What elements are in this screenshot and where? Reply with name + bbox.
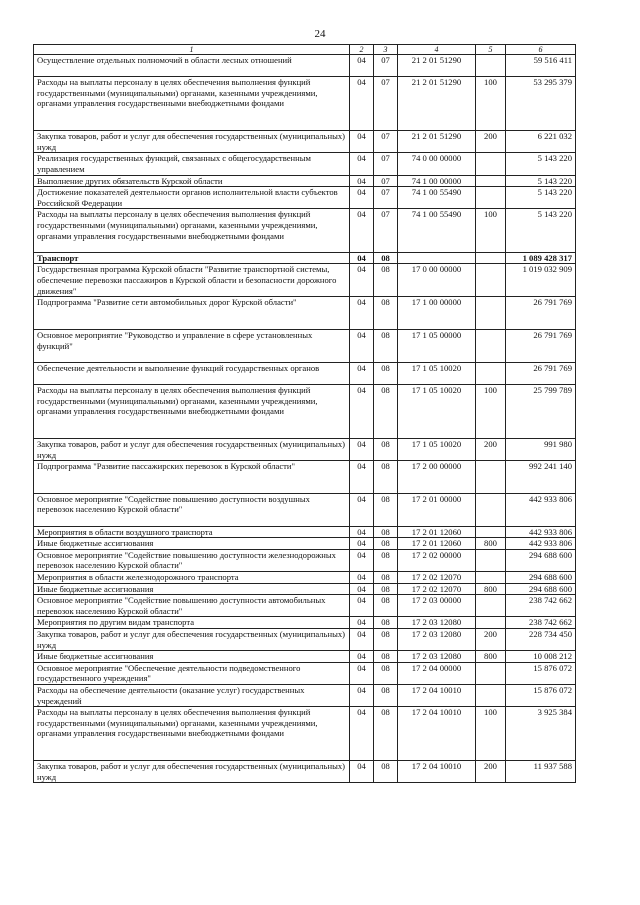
subsection-code: 07 (374, 209, 398, 252)
section-code: 04 (350, 187, 374, 209)
item-name: Основное мероприятие "Руководство и управление в сфере установленных функций" (34, 329, 350, 362)
amount: 15 876 072 (506, 685, 576, 707)
target-article-code: 17 2 01 12060 (398, 526, 476, 538)
amount: 5 143 220 (506, 187, 576, 209)
table-row (34, 651, 576, 663)
expense-type-code: 800 (476, 538, 506, 550)
section-code: 04 (350, 252, 374, 264)
section-code: 04 (350, 685, 374, 707)
expense-type-code (476, 662, 506, 684)
column-number-6: 6 (506, 45, 576, 55)
section-code: 04 (350, 549, 374, 571)
item-name: Иные бюджетные ассигнования (34, 538, 350, 550)
section-code: 04 (350, 595, 374, 617)
budget-table-body (34, 45, 576, 783)
item-name: Достижение показателей деятельности органов исполнительной власти субъектов Российской Федерации (34, 187, 350, 209)
table-row (34, 662, 576, 684)
table-row (34, 685, 576, 707)
expense-type-code (476, 55, 506, 77)
section-code: 04 (350, 651, 374, 663)
item-name: Расходы на выплаты персоналу в целях обеспечения выполнения функций государственными (муниципальными) органами, казенными учреждениями, органами управления государственными внебюджетными фондами (34, 707, 350, 761)
section-code: 04 (350, 617, 374, 629)
expense-type-code (476, 549, 506, 571)
subsection-code: 07 (374, 187, 398, 209)
expense-type-code (476, 264, 506, 297)
table-row (34, 362, 576, 384)
subsection-code: 08 (374, 595, 398, 617)
item-name: Основное мероприятие "Обеспечение деятельности подведомственного государственного учреждения" (34, 662, 350, 684)
item-name: Реализация государственных функций, связанных с общегосударственным управлением (34, 153, 350, 175)
subsection-code: 07 (374, 131, 398, 153)
item-name: Осуществление отдельных полномочий в области лесных отношений (34, 55, 350, 77)
target-article-code: 17 2 03 12080 (398, 617, 476, 629)
column-number-5: 5 (476, 45, 506, 55)
target-article-code: 74 0 00 00000 (398, 153, 476, 175)
table-row (34, 187, 576, 209)
subsection-code: 08 (374, 538, 398, 550)
subsection-code: 08 (374, 329, 398, 362)
amount: 1 019 032 909 (506, 264, 576, 297)
section-code: 04 (350, 362, 374, 384)
amount: 3 925 384 (506, 707, 576, 761)
amount: 5 143 220 (506, 153, 576, 175)
table-row (34, 493, 576, 526)
table-row (34, 629, 576, 651)
table-row (34, 617, 576, 629)
amount: 294 688 600 (506, 572, 576, 584)
target-article-code: 17 2 02 00000 (398, 549, 476, 571)
expense-type-code: 100 (476, 384, 506, 438)
target-article-code: 17 2 03 12080 (398, 651, 476, 663)
target-article-code: 17 1 00 00000 (398, 297, 476, 330)
expense-type-code (476, 175, 506, 187)
amount: 6 221 032 (506, 131, 576, 153)
amount: 442 933 806 (506, 526, 576, 538)
expense-type-code: 800 (476, 583, 506, 595)
target-article-code: 17 1 05 10020 (398, 438, 476, 460)
expense-type-code (476, 153, 506, 175)
table-row (34, 264, 576, 297)
amount: 59 516 411 (506, 55, 576, 77)
item-name: Расходы на обеспечение деятельности (оказание услуг) государственных учреждений (34, 685, 350, 707)
amount: 294 688 600 (506, 549, 576, 571)
section-code: 04 (350, 629, 374, 651)
amount: 294 688 600 (506, 583, 576, 595)
column-number-4: 4 (398, 45, 476, 55)
item-name: Закупка товаров, работ и услуг для обеспечения государственных (муниципальных) нужд (34, 629, 350, 651)
table-row (34, 549, 576, 571)
section-code: 04 (350, 526, 374, 538)
expense-type-code (476, 595, 506, 617)
section-code: 04 (350, 175, 374, 187)
table-row (34, 438, 576, 460)
target-article-code: 17 2 04 10010 (398, 685, 476, 707)
subsection-code: 07 (374, 153, 398, 175)
column-number-2: 2 (350, 45, 374, 55)
subsection-code: 08 (374, 493, 398, 526)
section-code: 04 (350, 662, 374, 684)
item-name: Мероприятия в области воздушного транспорта (34, 526, 350, 538)
table-row (34, 761, 576, 783)
target-article-code: 17 2 01 00000 (398, 493, 476, 526)
table-row (34, 461, 576, 494)
table-row (34, 595, 576, 617)
target-article-code: 17 2 02 12070 (398, 583, 476, 595)
section-code: 04 (350, 329, 374, 362)
item-name: Основное мероприятие "Содействие повышению доступности воздушных перевозок населению Курской области" (34, 493, 350, 526)
table-row (34, 175, 576, 187)
table-row (34, 384, 576, 438)
subsection-code: 08 (374, 651, 398, 663)
section-code: 04 (350, 572, 374, 584)
target-article-code: 17 1 05 10020 (398, 384, 476, 438)
column-numbers-row (34, 45, 576, 55)
amount: 15 876 072 (506, 662, 576, 684)
table-row (34, 297, 576, 330)
table-row (34, 131, 576, 153)
table-row (34, 209, 576, 252)
expense-type-code (476, 187, 506, 209)
target-article-code: 17 2 03 00000 (398, 595, 476, 617)
expense-type-code (476, 526, 506, 538)
subsection-code: 07 (374, 175, 398, 187)
column-number-1: 1 (34, 45, 350, 55)
amount: 26 791 769 (506, 362, 576, 384)
amount: 5 143 220 (506, 209, 576, 252)
table-row (34, 526, 576, 538)
amount: 26 791 769 (506, 297, 576, 330)
section-code: 04 (350, 264, 374, 297)
budget-table (33, 44, 576, 783)
target-article-code: 17 2 01 12060 (398, 538, 476, 550)
expense-type-code (476, 572, 506, 584)
section-code: 04 (350, 77, 374, 131)
expense-type-code (476, 493, 506, 526)
section-code: 04 (350, 438, 374, 460)
subsection-code: 08 (374, 572, 398, 584)
amount: 991 980 (506, 438, 576, 460)
item-name: Подпрограмма "Развитие пассажирских перевозок в Курской области" (34, 461, 350, 494)
subsection-code: 07 (374, 55, 398, 77)
target-article-code: 17 2 02 12070 (398, 572, 476, 584)
target-article-code: 74 1 00 55490 (398, 187, 476, 209)
amount: 5 143 220 (506, 175, 576, 187)
subsection-code: 08 (374, 629, 398, 651)
section-code: 04 (350, 707, 374, 761)
target-article-code: 17 2 03 12080 (398, 629, 476, 651)
target-article-code: 74 1 00 55490 (398, 209, 476, 252)
subsection-code: 08 (374, 662, 398, 684)
item-name: Основное мероприятие "Содействие повышению доступности автомобильных перевозок населению Курской области" (34, 595, 350, 617)
item-name: Иные бюджетные ассигнования (34, 583, 350, 595)
table-row (34, 329, 576, 362)
target-article-code: 21 2 01 51290 (398, 55, 476, 77)
expense-type-code (476, 362, 506, 384)
subsection-code: 08 (374, 438, 398, 460)
target-article-code: 17 1 05 10020 (398, 362, 476, 384)
amount: 1 089 428 317 (506, 252, 576, 264)
item-name: Обеспечение деятельности и выполнение функций государственных органов (34, 362, 350, 384)
item-name: Основное мероприятие "Содействие повышению доступности железнодорожных перевозок населению Курской области" (34, 549, 350, 571)
subsection-code: 08 (374, 526, 398, 538)
table-row (34, 583, 576, 595)
item-name: Мероприятия по другим видам транспорта (34, 617, 350, 629)
amount: 228 734 450 (506, 629, 576, 651)
item-name: Выполнение других обязательств Курской области (34, 175, 350, 187)
expense-type-code: 800 (476, 651, 506, 663)
subsection-code: 08 (374, 384, 398, 438)
target-article-code: 17 2 04 00000 (398, 662, 476, 684)
target-article-code: 74 1 00 00000 (398, 175, 476, 187)
target-article-code: 17 0 00 00000 (398, 264, 476, 297)
subsection-code: 08 (374, 761, 398, 783)
item-name: Расходы на выплаты персоналу в целях обеспечения выполнения функций государственными (муниципальными) органами, казенными учреждениями, органами управления государственными внебюджетными фондами (34, 384, 350, 438)
target-article-code (398, 252, 476, 264)
section-code: 04 (350, 153, 374, 175)
subsection-code: 08 (374, 583, 398, 595)
expense-type-code: 200 (476, 438, 506, 460)
subsection-code: 08 (374, 707, 398, 761)
target-article-code: 17 2 04 10010 (398, 707, 476, 761)
subsection-code: 08 (374, 549, 398, 571)
expense-type-code: 100 (476, 707, 506, 761)
subsection-code: 08 (374, 362, 398, 384)
amount: 26 791 769 (506, 329, 576, 362)
item-name: Мероприятия в области железнодорожного транспорта (34, 572, 350, 584)
amount: 25 799 789 (506, 384, 576, 438)
item-name: Подпрограмма "Развитие сети автомобильных дорог Курской области" (34, 297, 350, 330)
section-code: 04 (350, 493, 374, 526)
table-row (34, 707, 576, 761)
item-name: Расходы на выплаты персоналу в целях обеспечения выполнения функций государственными (муниципальными) органами, казенными учреждениями, органами управления государственными внебюджетными фондами (34, 209, 350, 252)
amount: 53 295 379 (506, 77, 576, 131)
table-row (34, 572, 576, 584)
table-row (34, 77, 576, 131)
subsection-code: 08 (374, 617, 398, 629)
item-name: Расходы на выплаты персоналу в целях обеспечения выполнения функций государственными (муниципальными) органами, казенными учреждениями, органами управления государственными внебюджетными фондами (34, 77, 350, 131)
subsection-code: 08 (374, 461, 398, 494)
subsection-code: 07 (374, 77, 398, 131)
item-name: Закупка товаров, работ и услуг для обеспечения государственных (муниципальных) нужд (34, 438, 350, 460)
expense-type-code: 100 (476, 209, 506, 252)
subsection-code: 08 (374, 297, 398, 330)
section-code: 04 (350, 384, 374, 438)
item-name: Иные бюджетные ассигнования (34, 651, 350, 663)
expense-type-code (476, 329, 506, 362)
section-code: 04 (350, 131, 374, 153)
item-name: Государственная программа Курской области "Развитие транспортной системы, обеспечение перевозки пассажиров в Курской области и безопасности дорожного движения" (34, 264, 350, 297)
item-name: Закупка товаров, работ и услуг для обеспечения государственных (муниципальных) нужд (34, 131, 350, 153)
table-row (34, 55, 576, 77)
table-row (34, 252, 576, 264)
expense-type-code: 200 (476, 761, 506, 783)
expense-type-code (476, 252, 506, 264)
item-name: Транспорт (34, 252, 350, 264)
expense-type-code (476, 685, 506, 707)
expense-type-code (476, 461, 506, 494)
page-number: 24 (314, 28, 326, 40)
section-code: 04 (350, 55, 374, 77)
expense-type-code: 200 (476, 629, 506, 651)
table-row (34, 153, 576, 175)
item-name: Закупка товаров, работ и услуг для обеспечения государственных (муниципальных) нужд (34, 761, 350, 783)
subsection-code: 08 (374, 252, 398, 264)
amount: 10 008 212 (506, 651, 576, 663)
section-code: 04 (350, 461, 374, 494)
expense-type-code (476, 297, 506, 330)
amount: 442 933 806 (506, 538, 576, 550)
section-code: 04 (350, 761, 374, 783)
target-article-code: 17 2 00 00000 (398, 461, 476, 494)
target-article-code: 21 2 01 51290 (398, 131, 476, 153)
column-number-3: 3 (374, 45, 398, 55)
expense-type-code (476, 617, 506, 629)
subsection-code: 08 (374, 685, 398, 707)
amount: 11 937 588 (506, 761, 576, 783)
table-row (34, 538, 576, 550)
section-code: 04 (350, 297, 374, 330)
target-article-code: 21 2 01 51290 (398, 77, 476, 131)
section-code: 04 (350, 209, 374, 252)
section-code: 04 (350, 538, 374, 550)
target-article-code: 17 2 04 10010 (398, 761, 476, 783)
amount: 238 742 662 (506, 595, 576, 617)
amount: 992 241 140 (506, 461, 576, 494)
amount: 238 742 662 (506, 617, 576, 629)
target-article-code: 17 1 05 00000 (398, 329, 476, 362)
section-code: 04 (350, 583, 374, 595)
expense-type-code: 200 (476, 131, 506, 153)
amount: 442 933 806 (506, 493, 576, 526)
subsection-code: 08 (374, 264, 398, 297)
expense-type-code: 100 (476, 77, 506, 131)
